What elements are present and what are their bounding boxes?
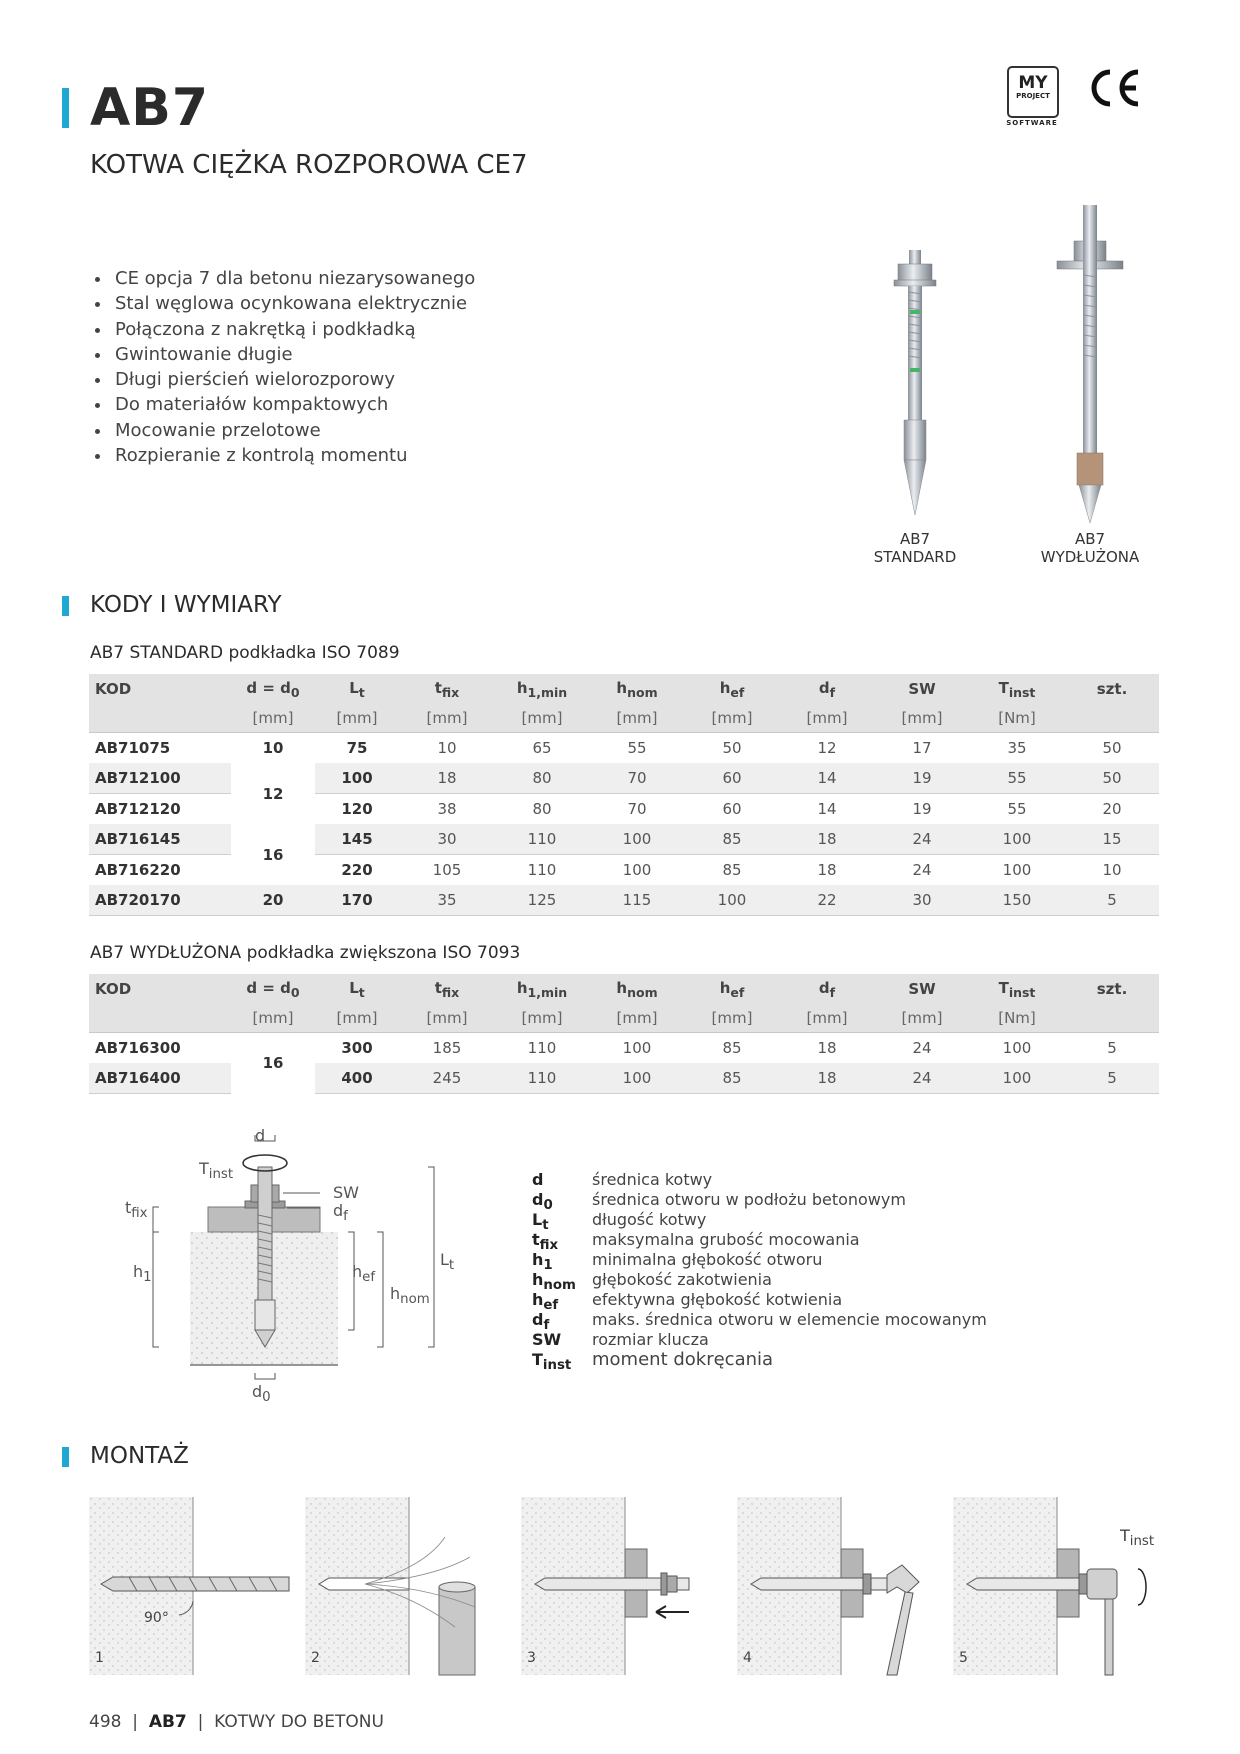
myproject-logo bbox=[1007, 66, 1059, 118]
col-header-df: $d_f$ bbox=[779, 974, 875, 1004]
col-header-tfix: $t_{fix}$ bbox=[399, 674, 495, 704]
cell-h1: 80 bbox=[495, 763, 589, 794]
logo-my-text: MY bbox=[1018, 73, 1048, 93]
col-header-df: $d_f$ bbox=[779, 674, 875, 704]
col-header-tfix: $t_{fix}$ bbox=[399, 974, 495, 1004]
step-label: 1 bbox=[95, 1650, 104, 1666]
unit-cell: [mm] bbox=[685, 1004, 779, 1033]
step-label: 2 bbox=[311, 1650, 320, 1666]
unit-cell: [mm] bbox=[399, 704, 495, 733]
cell-sw: 24 bbox=[875, 855, 969, 886]
feature-item: • Mocowanie przelotowe bbox=[112, 418, 475, 443]
cell-sw: 17 bbox=[875, 733, 969, 764]
table-row bbox=[89, 824, 1159, 855]
table-ab7-standard bbox=[89, 674, 1159, 916]
cell-hnom: 70 bbox=[589, 794, 685, 825]
logo-software-text: SOFTWARE bbox=[1006, 119, 1058, 127]
legend-row: SW rozmiar klucza bbox=[532, 1330, 709, 1349]
table-header-row bbox=[89, 974, 1159, 1004]
feature-item: • Długi pierścień wielorozporowy bbox=[112, 367, 475, 392]
label-h1: $h_1$ bbox=[133, 1262, 152, 1286]
cell-szt: 5 bbox=[1065, 1033, 1159, 1064]
col-header-hnom: $h_{nom}$ bbox=[589, 974, 685, 1004]
step-label: 5 bbox=[959, 1650, 968, 1666]
col-header-sw: SW bbox=[875, 974, 969, 1004]
table2-caption: AB7 WYDŁUŻONA podkładka zwiększona ISO 7093 bbox=[90, 943, 521, 963]
label-tfix: $t_{fix}$ bbox=[125, 1198, 148, 1222]
cell-df: 18 bbox=[779, 1063, 875, 1094]
h1-dimension-line bbox=[153, 1232, 159, 1347]
cell-kod: AB716400 bbox=[89, 1063, 231, 1094]
table-header-row bbox=[89, 674, 1159, 704]
cell-d: 16 bbox=[231, 824, 315, 885]
unit-cell: [mm] bbox=[589, 704, 685, 733]
cell-kod: AB716300 bbox=[89, 1033, 231, 1064]
product-caption-line: STANDARD bbox=[873, 548, 957, 566]
legend-row: $h_1$ minimalna głębokość otworu bbox=[532, 1250, 823, 1274]
cell-h1: 80 bbox=[495, 794, 589, 825]
legend-row: $T_{inst}$ moment dokręcania bbox=[532, 1349, 774, 1374]
label-sw: SW bbox=[333, 1183, 359, 1202]
cell-hef: 60 bbox=[685, 763, 779, 794]
cell-lt: 220 bbox=[315, 855, 399, 886]
cell-d: 12 bbox=[231, 763, 315, 824]
col-header-szt: szt. bbox=[1065, 974, 1159, 1004]
cell-tinst: 100 bbox=[969, 1063, 1065, 1094]
unit-cell: [Nm] bbox=[969, 1004, 1065, 1033]
cell-d: 20 bbox=[231, 885, 315, 916]
step-3-insert bbox=[521, 1497, 689, 1675]
col-header-tinst: $T_{inst}$ bbox=[969, 674, 1065, 704]
assembly-steps bbox=[89, 1497, 1159, 1677]
cell-kod: AB720170 bbox=[89, 885, 231, 916]
table-units-row bbox=[89, 704, 1159, 733]
cell-kod: AB716145 bbox=[89, 824, 231, 855]
label-hnom: $h_{nom}$ bbox=[390, 1284, 430, 1308]
legend-row: $d_f$ maks. średnica otworu w elemencie mocowanym bbox=[532, 1310, 987, 1334]
cell-hnom: 70 bbox=[589, 763, 685, 794]
cell-kod: AB712120 bbox=[89, 794, 231, 825]
product-caption-line: AB7 bbox=[1074, 530, 1106, 548]
page-footer bbox=[89, 1712, 384, 1732]
product-title: AB7 bbox=[90, 78, 210, 138]
cell-szt: 5 bbox=[1065, 1063, 1159, 1094]
cell-df: 18 bbox=[779, 824, 875, 855]
cell-sw: 24 bbox=[875, 1033, 969, 1064]
cell-tinst: 35 bbox=[969, 733, 1065, 764]
cell-df: 18 bbox=[779, 855, 875, 886]
cell-df: 14 bbox=[779, 763, 875, 794]
product-subtitle: KOTWA CIĘŻKA ROZPOROWA CE7 bbox=[90, 150, 528, 180]
col-header-hnom: $h_{nom}$ bbox=[589, 674, 685, 704]
table1-caption: AB7 STANDARD podkładka ISO 7089 bbox=[90, 643, 400, 663]
title-accent-bar bbox=[62, 88, 69, 128]
unit-cell: [mm] bbox=[315, 1004, 399, 1033]
logo-project-text: PROJECT bbox=[1016, 92, 1050, 100]
unit-cell: [mm] bbox=[399, 1004, 495, 1033]
tfix-dimension-line bbox=[153, 1207, 159, 1232]
legend-row: $h_{ef}$ efektywna głębokość kotwienia bbox=[532, 1290, 843, 1314]
unit-cell: [mm] bbox=[779, 1004, 875, 1033]
feature-item: • Połączona z nakrętką i podkładką bbox=[112, 317, 475, 342]
table-units-row bbox=[89, 1004, 1159, 1033]
unit-cell: [mm] bbox=[231, 704, 315, 733]
unit-cell: [mm] bbox=[315, 704, 399, 733]
cell-hnom: 115 bbox=[589, 885, 685, 916]
feature-item: • Do materiałów kompaktowych bbox=[112, 392, 475, 417]
cell-d: 16 bbox=[231, 1033, 315, 1094]
torque-label: $T_{inst}$ bbox=[1120, 1526, 1155, 1550]
unit-cell: [mm] bbox=[685, 704, 779, 733]
legend-row: $t_{fix}$ maksymalna grubość mocowania bbox=[532, 1230, 860, 1254]
section-title-assembly: MONTAŻ bbox=[90, 1443, 189, 1469]
cell-lt: 120 bbox=[315, 794, 399, 825]
cell-lt: 300 bbox=[315, 1033, 399, 1064]
hnom-dimension-line bbox=[377, 1232, 383, 1347]
label-hef: $h_{ef}$ bbox=[352, 1262, 376, 1286]
label-tinst: $T_{inst}$ bbox=[199, 1159, 234, 1183]
cell-hnom: 100 bbox=[589, 1063, 685, 1094]
cell-hnom: 55 bbox=[589, 733, 685, 764]
cell-tfix: 245 bbox=[399, 1063, 495, 1094]
cell-szt: 50 bbox=[1065, 733, 1159, 764]
table-ab7-extended bbox=[89, 974, 1159, 1094]
feature-item: • Stal węglowa ocynkowana elektrycznie bbox=[112, 291, 475, 316]
cell-tfix: 185 bbox=[399, 1033, 495, 1064]
col-header-sw: SW bbox=[875, 674, 969, 704]
step-1-drill bbox=[89, 1497, 289, 1675]
cell-tfix: 18 bbox=[399, 763, 495, 794]
ce-mark-icon bbox=[1088, 66, 1144, 110]
cell-lt: 170 bbox=[315, 885, 399, 916]
cell-tinst: 100 bbox=[969, 855, 1065, 886]
table-row bbox=[89, 763, 1159, 794]
cell-lt: 400 bbox=[315, 1063, 399, 1094]
label-df: $d_f$ bbox=[333, 1201, 348, 1225]
cell-df: 22 bbox=[779, 885, 875, 916]
cell-kod: AB712100 bbox=[89, 763, 231, 794]
col-header-kod: KOD bbox=[89, 974, 231, 1004]
footer-product: AB7 bbox=[148, 1712, 187, 1732]
cell-sw: 24 bbox=[875, 1063, 969, 1094]
dimension-diagram bbox=[115, 1125, 455, 1405]
section-accent-bar bbox=[62, 596, 69, 616]
ab7-extended-anchor-image bbox=[1045, 205, 1135, 530]
step-5-torque bbox=[953, 1497, 1146, 1675]
cell-df: 14 bbox=[779, 794, 875, 825]
cell-hnom: 100 bbox=[589, 1033, 685, 1064]
cell-d: 10 bbox=[231, 733, 315, 764]
cell-hef: 85 bbox=[685, 855, 779, 886]
table-row bbox=[89, 733, 1159, 764]
cell-df: 18 bbox=[779, 1033, 875, 1064]
symbol-legend bbox=[532, 1170, 987, 1374]
unit-cell: [mm] bbox=[495, 704, 589, 733]
col-header-kod: KOD bbox=[89, 674, 231, 704]
cell-h1: 110 bbox=[495, 855, 589, 886]
step-2-clean bbox=[305, 1497, 475, 1675]
feature-item: • CE opcja 7 dla betonu niezarysowanego bbox=[112, 266, 475, 291]
unit-cell: [mm] bbox=[779, 704, 875, 733]
col-header-tinst: $T_{inst}$ bbox=[969, 974, 1065, 1004]
cell-tfix: 105 bbox=[399, 855, 495, 886]
cell-h1: 110 bbox=[495, 824, 589, 855]
unit-cell: [mm] bbox=[875, 704, 969, 733]
cell-hnom: 100 bbox=[589, 855, 685, 886]
col-header-hef: $h_{ef}$ bbox=[685, 674, 779, 704]
label-lt: $L_t$ bbox=[440, 1250, 455, 1274]
col-header-h1: $h_{1,min}$ bbox=[495, 974, 589, 1004]
cell-tinst: 100 bbox=[969, 824, 1065, 855]
cell-szt: 50 bbox=[1065, 763, 1159, 794]
product-caption-extended bbox=[1020, 530, 1160, 566]
cell-szt: 15 bbox=[1065, 824, 1159, 855]
col-header-d: $d = d_0$ bbox=[231, 974, 315, 1004]
table-row bbox=[89, 1033, 1159, 1064]
cell-kod: AB716220 bbox=[89, 855, 231, 886]
angle-label: 90° bbox=[144, 1610, 169, 1626]
footer-category: KOTWY DO BETONU bbox=[214, 1712, 384, 1732]
feature-item: • Rozpieranie z kontrolą momentu bbox=[112, 443, 475, 468]
cell-h1: 125 bbox=[495, 885, 589, 916]
label-d: d bbox=[255, 1126, 266, 1145]
cell-hef: 85 bbox=[685, 1063, 779, 1094]
cell-sw: 19 bbox=[875, 763, 969, 794]
ab7-standard-anchor-image bbox=[880, 250, 950, 525]
legend-row: $d_0$ średnica otworu w podłożu betonowym bbox=[532, 1190, 906, 1214]
label-d0: $d_0$ bbox=[252, 1382, 271, 1406]
unit-cell: [mm] bbox=[231, 1004, 315, 1033]
cell-sw: 24 bbox=[875, 824, 969, 855]
unit-cell: [Nm] bbox=[969, 704, 1065, 733]
cell-szt: 20 bbox=[1065, 794, 1159, 825]
feature-item: • Gwintowanie długie bbox=[112, 342, 475, 367]
cell-tinst: 55 bbox=[969, 794, 1065, 825]
cell-hef: 100 bbox=[685, 885, 779, 916]
legend-row: d średnica kotwy bbox=[532, 1170, 713, 1189]
cell-szt: 5 bbox=[1065, 885, 1159, 916]
cell-tinst: 150 bbox=[969, 885, 1065, 916]
col-header-lt: $L_t$ bbox=[315, 974, 399, 1004]
unit-cell: [mm] bbox=[495, 1004, 589, 1033]
footer-separator: | bbox=[192, 1712, 209, 1732]
unit-cell: [mm] bbox=[589, 1004, 685, 1033]
cell-h1: 110 bbox=[495, 1033, 589, 1064]
lt-dimension-line bbox=[428, 1167, 434, 1347]
cell-kod: AB71075 bbox=[89, 733, 231, 764]
step-label: 3 bbox=[527, 1650, 536, 1666]
step-4-wrench bbox=[737, 1497, 919, 1675]
cell-szt: 10 bbox=[1065, 855, 1159, 886]
cell-hef: 50 bbox=[685, 733, 779, 764]
cell-hef: 60 bbox=[685, 794, 779, 825]
cell-h1: 65 bbox=[495, 733, 589, 764]
cell-h1: 110 bbox=[495, 1063, 589, 1094]
footer-separator: | bbox=[126, 1712, 144, 1732]
cell-hnom: 100 bbox=[589, 824, 685, 855]
step-label: 4 bbox=[743, 1650, 752, 1666]
col-header-lt: $L_t$ bbox=[315, 674, 399, 704]
cell-sw: 19 bbox=[875, 794, 969, 825]
product-caption-line: WYDŁUŻONA bbox=[1040, 548, 1140, 566]
cell-tfix: 38 bbox=[399, 794, 495, 825]
cell-df: 12 bbox=[779, 733, 875, 764]
page-number: 498 bbox=[89, 1712, 122, 1732]
cell-lt: 145 bbox=[315, 824, 399, 855]
cell-hef: 85 bbox=[685, 1033, 779, 1064]
col-header-szt: szt. bbox=[1065, 674, 1159, 704]
legend-row: $h_{nom}$ głębokość zakotwienia bbox=[532, 1270, 772, 1294]
cell-tinst: 55 bbox=[969, 763, 1065, 794]
cell-sw: 30 bbox=[875, 885, 969, 916]
feature-list bbox=[90, 266, 475, 468]
section-title-codes: KODY I WYMIARY bbox=[90, 592, 282, 618]
table-row bbox=[89, 885, 1159, 916]
cell-tinst: 100 bbox=[969, 1033, 1065, 1064]
unit-cell: [mm] bbox=[875, 1004, 969, 1033]
legend-row: $L_t$ długość kotwy bbox=[532, 1210, 707, 1234]
col-header-d: $d = d_0$ bbox=[231, 674, 315, 704]
col-header-hef: $h_{ef}$ bbox=[685, 974, 779, 1004]
product-caption-line: AB7 bbox=[899, 530, 931, 548]
cell-hef: 85 bbox=[685, 824, 779, 855]
cell-lt: 75 bbox=[315, 733, 399, 764]
cell-lt: 100 bbox=[315, 763, 399, 794]
cell-tfix: 30 bbox=[399, 824, 495, 855]
product-caption-standard bbox=[845, 530, 985, 566]
cell-tfix: 35 bbox=[399, 885, 495, 916]
cell-tfix: 10 bbox=[399, 733, 495, 764]
section-accent-bar bbox=[62, 1447, 69, 1467]
col-header-h1: $h_{1,min}$ bbox=[495, 674, 589, 704]
